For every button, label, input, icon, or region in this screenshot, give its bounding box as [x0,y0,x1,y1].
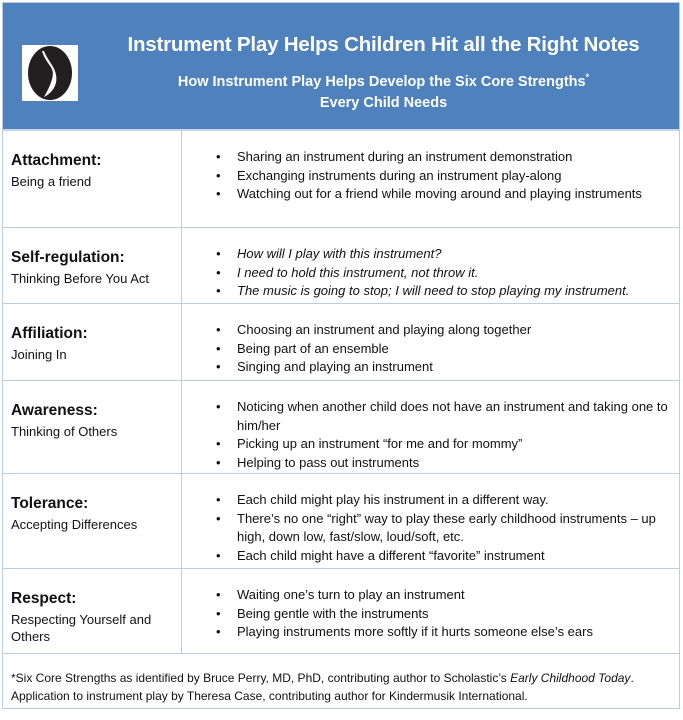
list-item: • There’s no one “right” way to play these early childhood instruments – up high, down low, fast/slow, loud/soft, etc. [237,510,671,547]
examples-list [237,398,671,472]
page-title: Instrument Play Helps Children Hit all the Right Notes [127,33,640,56]
list-item: • Picking up an instrument “for me and for mommy” [237,435,671,454]
list-item: • Each child might have a different “favorite” instrument [237,547,671,566]
strength-subheading: Thinking of Others [11,424,118,439]
list-item: • Playing instruments more softly if it hurts someone else’s ears [237,623,671,642]
examples-cell [182,131,679,227]
list-item: • Each child might play his instrument in a different way. [237,491,671,510]
strength-subheading: Respecting Yourself and Others [11,612,152,644]
subtitle [91,67,676,114]
list-item: • Noticing when another child does not have an instrument and taking one to him/her [237,398,671,435]
list-item: • Choosing an instrument and playing along together [237,321,671,340]
header [3,3,679,131]
strength-cell [3,131,182,227]
list-item: • Helping to pass out instruments [237,454,671,473]
strength-row [3,381,679,474]
strength-row [3,569,679,654]
strength-subheading: Accepting Differences [11,517,138,532]
strength-subheading: Joining In [11,347,67,362]
examples-list [237,148,671,204]
footnote-period: . [630,671,634,685]
strength-cell [3,228,182,303]
list-item: • Being gentle with the instruments [237,605,671,624]
strength-heading: Awareness: [11,402,98,419]
examples-cell [182,474,679,568]
strength-heading: Attachment: [11,152,102,169]
strength-cell [3,381,182,473]
footnote [3,654,679,720]
list-item: • I need to hold this instrument, not throw it. [237,264,671,283]
strength-subheading: Thinking Before You Act [11,271,150,286]
strength-row [3,474,679,569]
strength-cell [3,569,182,653]
list-item: • Sharing an instrument during an instrument demonstration [237,148,671,167]
footnote-text: *Six Core Strengths as identified by Bruce Perry, MD, PhD, contributing author to Scholastic’s [11,671,511,685]
strength-heading: Tolerance: [11,495,89,512]
list-item: • The music is going to stop; I will need to stop playing my instrument. [237,282,671,301]
strength-row [3,304,679,381]
strength-row [3,131,679,228]
examples-cell [182,228,679,303]
examples-cell [182,569,679,653]
strength-cell [3,304,182,380]
music-note-logo-icon [22,45,78,101]
subtitle-text-2: Every Child Needs [319,94,448,111]
examples-list [237,491,671,565]
list-item: • How will I play with this instrument? [237,245,671,264]
strength-heading: Respect: [11,590,77,607]
footnote-publication: Early Childhood Today [510,671,631,685]
strength-cell [3,474,182,568]
strength-heading: Self-regulation: [11,249,125,266]
strength-subheading: Being a friend [11,174,92,189]
examples-list [237,586,671,642]
strength-row [3,228,679,304]
examples-cell [182,304,679,380]
strengths-table [2,2,680,709]
list-item: • Waiting one’s turn to play an instrument [237,586,671,605]
examples-list [237,245,671,301]
list-item: • Being part of an ensemble [237,340,671,359]
list-item: • Exchanging instruments during an instrument play-along [237,167,671,186]
list-item: • Watching out for a friend while moving around and playing instruments [237,185,671,204]
footnote-text-2: Application to instrument play by Theresa Case, contributing author for Kindermusik International. [11,689,528,703]
footnote-mark: * [585,72,590,82]
subtitle-text: How Instrument Play Helps Develop the Six Core Strengths [177,73,586,90]
examples-list [237,321,671,377]
examples-cell [182,381,679,473]
strength-heading: Affiliation: [11,325,88,342]
list-item: • Singing and playing an instrument [237,358,671,377]
